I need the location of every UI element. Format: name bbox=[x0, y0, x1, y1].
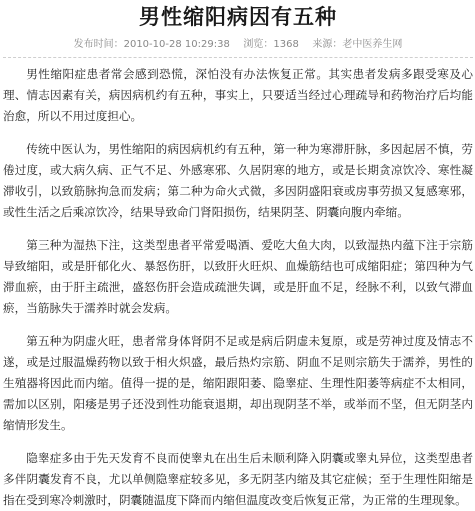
published-time: 2010-10-28 10:29:38 bbox=[123, 39, 230, 50]
source-name: 老中医养生网 bbox=[342, 39, 403, 50]
article-paragraph-4: 第五种为阴虚火旺，患者常身体肾阴不足或是病后阴虚未复原，或是劳神过度及情志不遂，或是过服温燥药物以致于相火炽盛，最后热灼宗筋、阴血不足则宗筋失于濡养，男性的生殖器将因此而内缩。值得一提的是，缩阳跟阳萎、隐睾症、生理性阳萎等病症不太相同，需加以区别，阳痿是男子还没到性功能衰退期，却出现阴茎不举，或举而不坚，但无阴茎内缩情形发生。 bbox=[3, 334, 473, 432]
published-label: 发布时间： bbox=[73, 39, 124, 50]
article-title: 男性缩阳病因有五种 bbox=[139, 4, 337, 29]
article-body bbox=[3, 64, 473, 511]
views-label: 浏览： bbox=[243, 39, 274, 50]
article-paragraph-1: 男性缩阳症患者常会感到恐慌，深怕没有办法恢复正常。其实患者发病多跟受寒及心理、情志因素有关，病因病机约有五种，事实上，只要适当经过心理疏导和药物治疗后均能治愈，所以不用过度担心。 bbox=[3, 67, 473, 123]
source-label: 来源： bbox=[312, 39, 343, 50]
article-paragraph-3: 第三种为湿热下注，这类型患者平常爱喝酒、爱吃大鱼大肉，以致湿热内蕴下注于宗筋导致缩阳，或是肝郁化火、暴怒伤肝，以致肝火旺炽、血燥筋结也可成缩阳症；第四种为气滞血瘀，由于肝主疏泄，盛怒伤肝会造成疏泄失调，或是肝血不足，经脉不利，以致气滞血瘀，当筋脉失于濡养时就会发病。 bbox=[3, 238, 473, 315]
meta-separator bbox=[235, 39, 238, 50]
article-paragraph-2: 传统中医认为，男性缩阳的病因病机约有五种，第一种为寒滞肝脉，多因起居不慎，劳倦过度，或大病久病、正气不足、外感寒邪、久居阴寒的地方，或是长期贪凉饮冷、寒性凝滞收引，以致筋脉拘急而发病；第二种为命火式微，多因阴盛阳衰或房事劳损又复感寒邪，或性生活之后乘凉饮冷，结果导致命门肾阳损伤，结果阴茎、阴囊向腹内牵缩。 bbox=[3, 142, 473, 219]
views-count: 1368 bbox=[273, 39, 299, 50]
header-divider bbox=[3, 57, 473, 58]
article-meta bbox=[3, 37, 473, 53]
meta-separator bbox=[304, 39, 307, 50]
article-paragraph-5: 隐睾症多由于先天发育不良而使睾丸在出生后未顺利降入阴囊或睾丸异位，这类型患者多伴阴囊发育不良，尤以单侧隐睾症较多见，多无阴茎内缩及其它症候；至于生理性阳缩是指在受到寒冷刺激时，阴囊随温度下降而内缩但温度改变后恢复正常，为正常的生理现象。 bbox=[3, 451, 473, 507]
